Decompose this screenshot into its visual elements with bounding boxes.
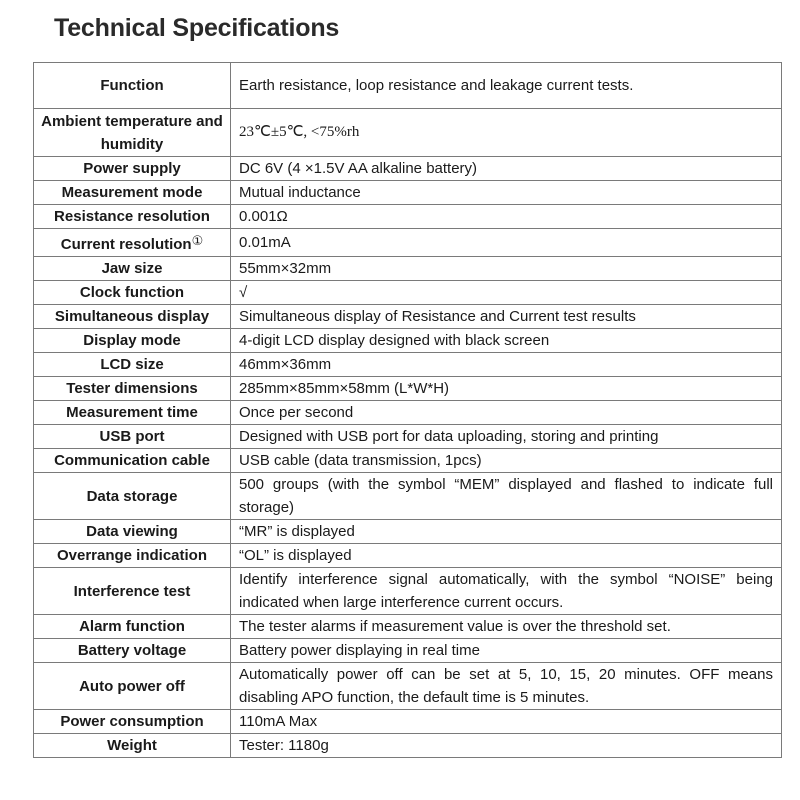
table-row — [34, 329, 782, 353]
spec-label: Jaw size — [34, 257, 231, 281]
spec-label: Data storage — [34, 473, 231, 520]
table-row — [34, 663, 782, 710]
table-row — [34, 181, 782, 205]
spec-value: √ — [231, 281, 782, 305]
table-row — [34, 639, 782, 663]
spec-value: Earth resistance, loop resistance and leakage current tests. — [231, 63, 782, 109]
spec-label: Weight — [34, 734, 231, 758]
spec-value: 500 groups (with the symbol “MEM” displayed and flashed to indicate full storage) — [231, 473, 782, 520]
table-row — [34, 473, 782, 520]
spec-label: Measurement mode — [34, 181, 231, 205]
spec-value: Battery power displaying in real time — [231, 639, 782, 663]
spec-value: Tester: 1180g — [231, 734, 782, 758]
specifications-table — [33, 62, 782, 758]
spec-label: Overrange indication — [34, 544, 231, 568]
spec-label: Simultaneous display — [34, 305, 231, 329]
table-row — [34, 544, 782, 568]
spec-value: 55mm×32mm — [231, 257, 782, 281]
spec-value: Designed with USB port for data uploading, storing and printing — [231, 425, 782, 449]
spec-value: Once per second — [231, 401, 782, 425]
spec-label: Clock function — [34, 281, 231, 305]
spec-label: Alarm function — [34, 615, 231, 639]
footnote-marker: ① — [191, 233, 204, 248]
spec-value: 23℃±5℃, <75%rh — [231, 109, 782, 157]
spec-value: Simultaneous display of Resistance and Current test results — [231, 305, 782, 329]
spec-label: Auto power off — [34, 663, 231, 710]
spec-value: Automatically power off can be set at 5, 10, 15, 20 minutes. OFF means disabling APO function, the default time is 5 minutes. — [231, 663, 782, 710]
spec-value: 46mm×36mm — [231, 353, 782, 377]
spec-value: DC 6V (4 ×1.5V AA alkaline battery) — [231, 157, 782, 181]
spec-value: 285mm×85mm×58mm (L*W*H) — [231, 377, 782, 401]
table-row — [34, 425, 782, 449]
table-row — [34, 257, 782, 281]
spec-label: Power consumption — [34, 710, 231, 734]
table-row — [34, 109, 782, 157]
table-row — [34, 157, 782, 181]
table-row — [34, 353, 782, 377]
spec-value: 110mA Max — [231, 710, 782, 734]
table-row — [34, 281, 782, 305]
table-row — [34, 401, 782, 425]
spec-label: LCD size — [34, 353, 231, 377]
table-row — [34, 449, 782, 473]
table-row — [34, 520, 782, 544]
spec-label: Resistance resolution — [34, 205, 231, 229]
spec-label: Data viewing — [34, 520, 231, 544]
spec-label: USB port — [34, 425, 231, 449]
table-row — [34, 615, 782, 639]
spec-value: 0.001Ω — [231, 205, 782, 229]
spec-label: Communication cable — [34, 449, 231, 473]
table-row — [34, 710, 782, 734]
table-row — [34, 568, 782, 615]
spec-value: 0.01mA — [231, 229, 782, 257]
spec-value: The tester alarms if measurement value is over the threshold set. — [231, 615, 782, 639]
spec-label-cell — [34, 229, 231, 257]
spec-label: Measurement time — [34, 401, 231, 425]
spec-value: “MR” is displayed — [231, 520, 782, 544]
spec-label: Display mode — [34, 329, 231, 353]
spec-label: Interference test — [34, 568, 231, 615]
spec-value: Identify interference signal automatically, with the symbol “NOISE” being indicated when large interference current occurs. — [231, 568, 782, 615]
table-row — [34, 205, 782, 229]
spec-value: 4-digit LCD display designed with black screen — [231, 329, 782, 353]
table-row — [34, 377, 782, 401]
table-row — [34, 63, 782, 109]
spec-label: Function — [34, 63, 231, 109]
spec-value: “OL” is displayed — [231, 544, 782, 568]
spec-value: Mutual inductance — [231, 181, 782, 205]
page-title: Technical Specifications — [54, 14, 340, 42]
spec-label: Ambient temperature and humidity — [34, 109, 231, 157]
spec-label: Battery voltage — [34, 639, 231, 663]
spec-value: USB cable (data transmission, 1pcs) — [231, 449, 782, 473]
table-row — [34, 734, 782, 758]
spec-label: Current resolution — [60, 236, 192, 253]
table-row — [34, 229, 782, 257]
spec-label: Power supply — [34, 157, 231, 181]
spec-label: Tester dimensions — [34, 377, 231, 401]
table-row — [34, 305, 782, 329]
